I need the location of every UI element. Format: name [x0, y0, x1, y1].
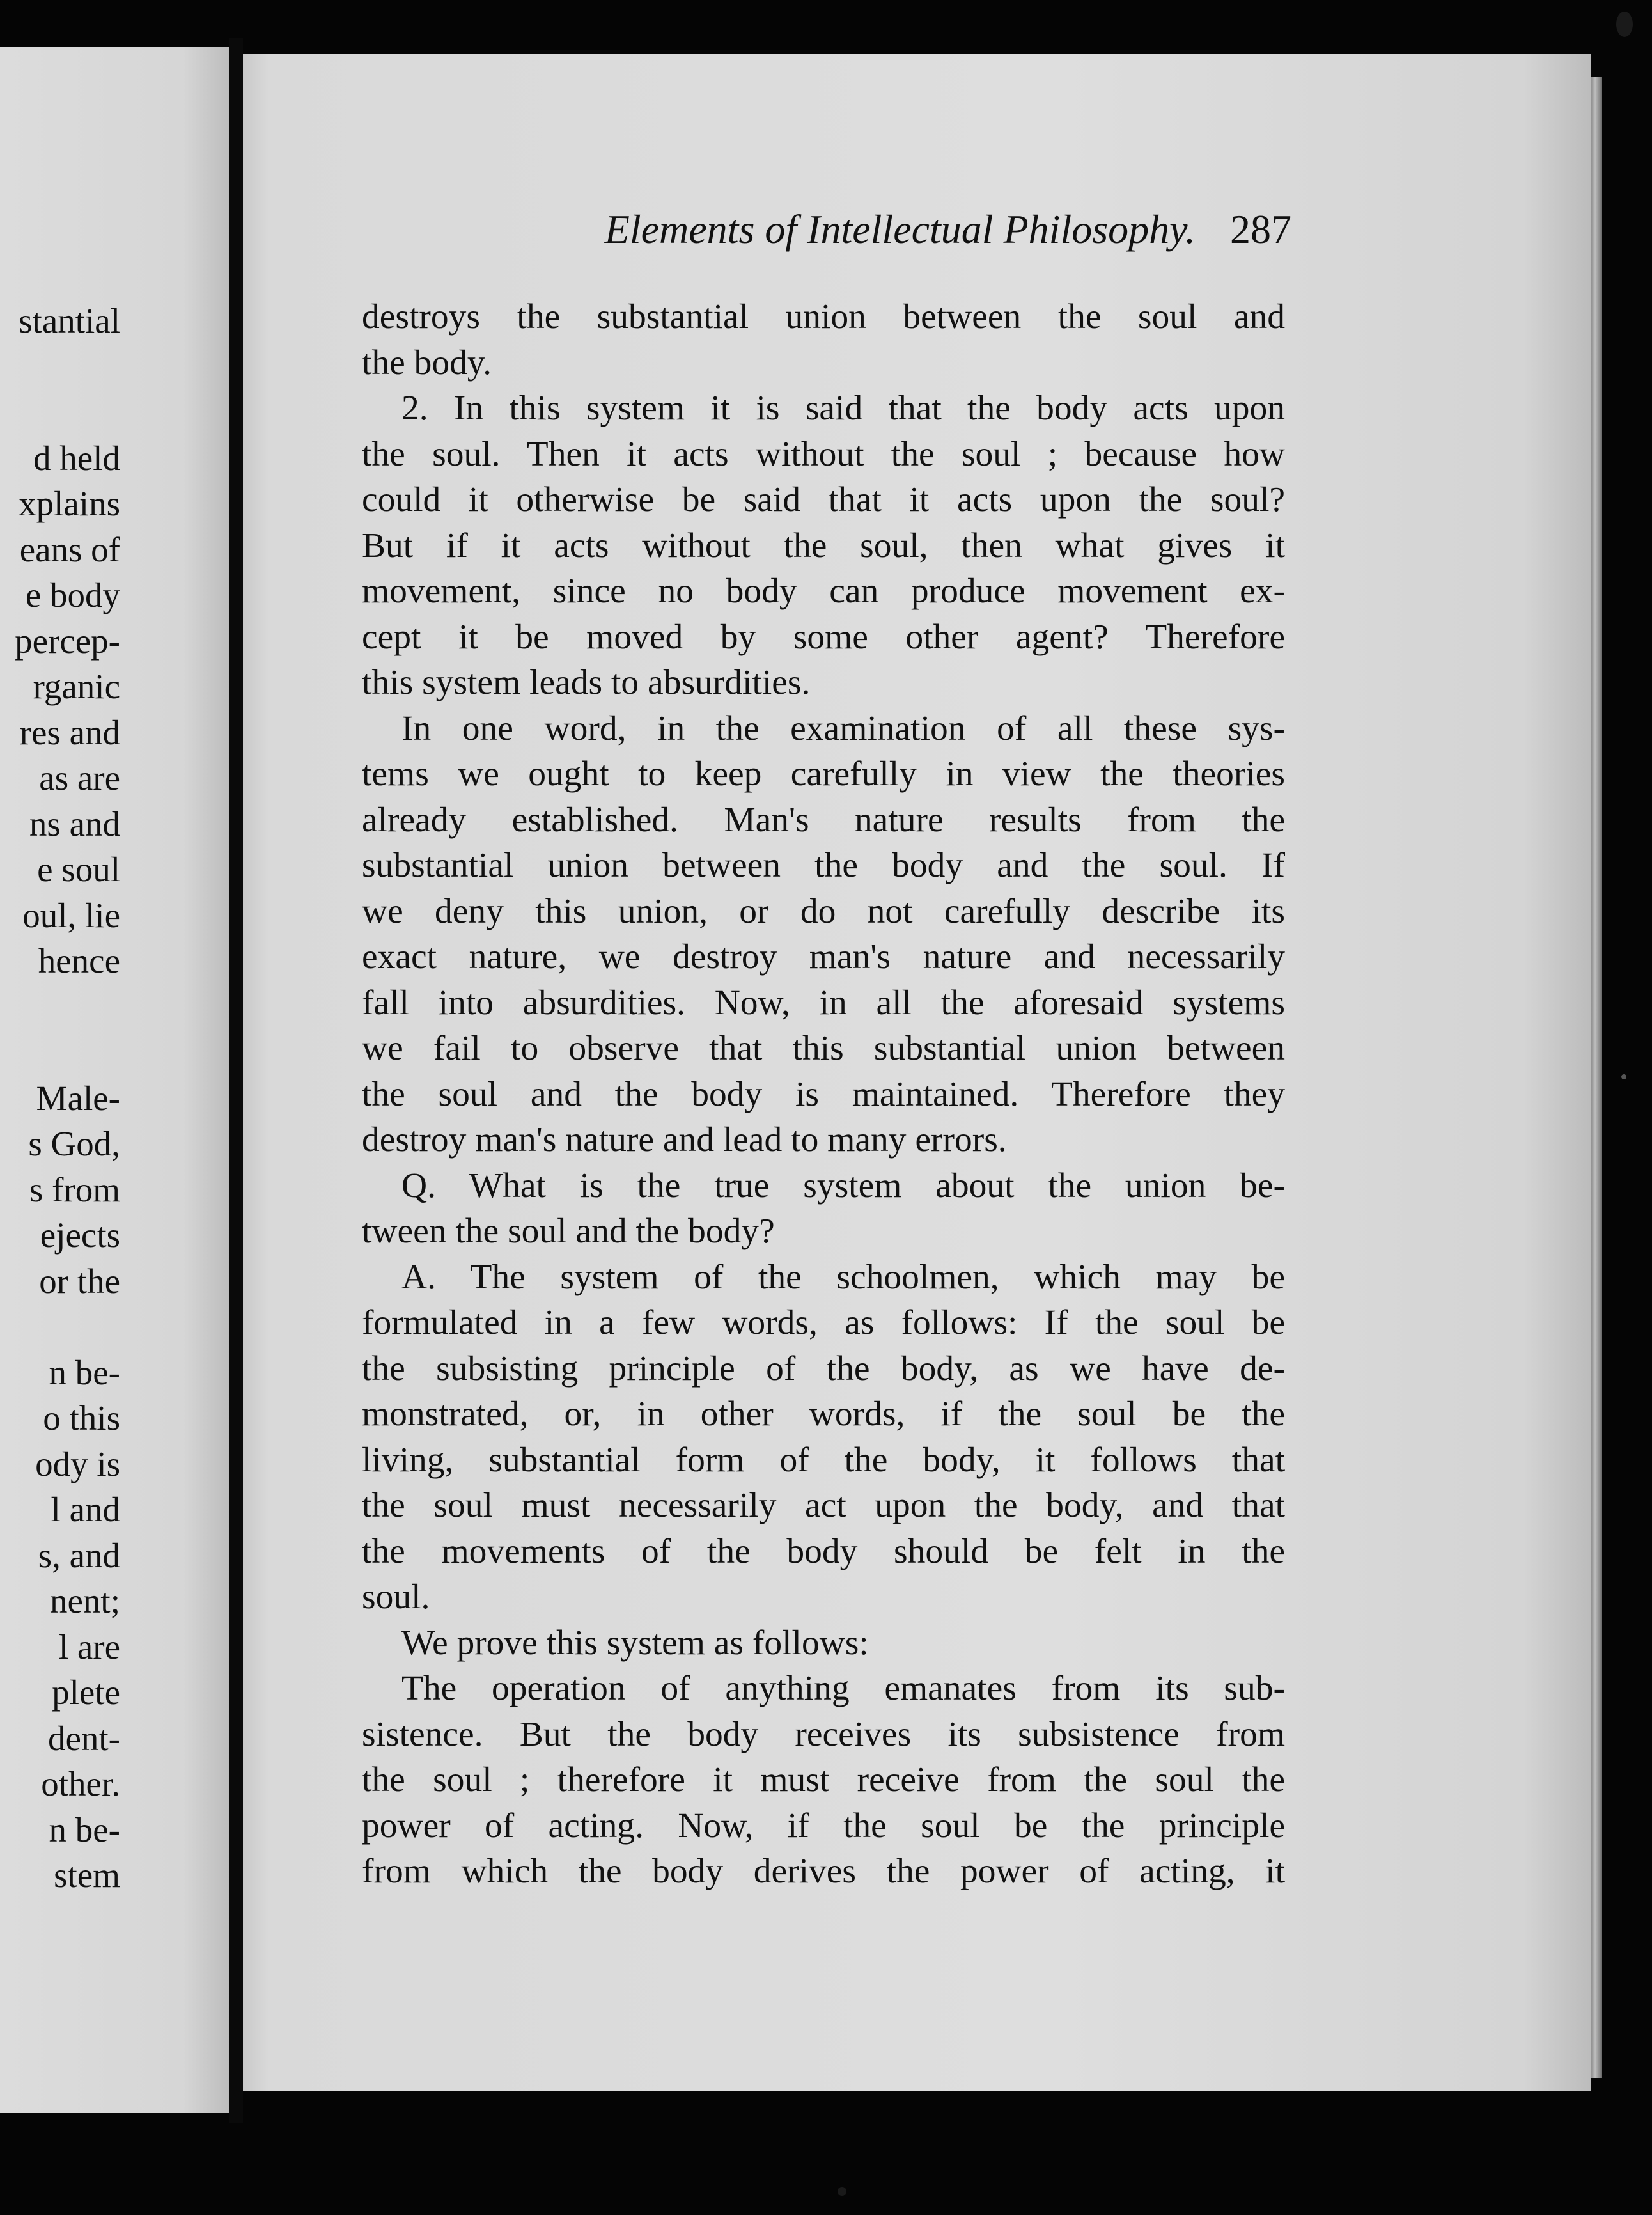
facing-page-fragment: s God,	[28, 1124, 120, 1163]
text-line: soul.	[362, 1577, 430, 1616]
text-line: the soul must necessarily act upon the body, and that	[362, 1486, 1285, 1525]
text-line: already established. Man's nature results from the	[362, 800, 1285, 840]
text-line: could it otherwise be said that it acts upon the soul?	[362, 480, 1285, 519]
text-line: destroy man's nature and lead to many errors.	[362, 1120, 1007, 1159]
facing-page-fragment: e soul	[37, 850, 120, 889]
text-line: cept it be moved by some other agent? Therefore	[362, 617, 1285, 657]
text-line: The operation of anything emanates from its sub-	[401, 1669, 1285, 1708]
facing-page-fragment: or the	[39, 1261, 120, 1301]
facing-page-fragment: rganic	[33, 667, 120, 706]
facing-page-fragment: res and	[19, 712, 120, 752]
running-head	[243, 206, 1291, 257]
text-line: the soul and the body is maintained. Therefore they	[362, 1074, 1285, 1114]
text-line: tems we ought to keep carefully in view the theories	[362, 755, 1285, 794]
facing-page-fragment: as are	[39, 758, 120, 797]
facing-page-fragment: plete	[52, 1673, 120, 1712]
scan-speck	[1621, 1074, 1626, 1079]
book-gutter	[229, 38, 243, 2123]
text-line: from which the body derives the power of acting, it	[362, 1852, 1285, 1891]
text-line: the body.	[362, 343, 492, 382]
facing-page-fragment: percep-	[15, 621, 120, 661]
facing-page-fragment: s, and	[38, 1535, 120, 1575]
text-line: we deny this union, or do not carefully describe its	[362, 891, 1285, 931]
facing-page-fragment: l and	[51, 1490, 120, 1529]
facing-page-fragment: stem	[54, 1856, 120, 1895]
facing-page-fragment	[0, 389, 120, 435]
scan-speck	[838, 2187, 846, 2196]
text-line: sistence. But the body receives its subsistence from	[362, 1714, 1285, 1754]
running-head-title: Elements of Intellectual Philosophy.	[604, 207, 1196, 252]
page-body-text	[362, 294, 1285, 1895]
facing-page-fragment: d held	[33, 438, 120, 478]
facing-page-fragment: eans of	[19, 529, 120, 569]
facing-page-fragment: n be-	[49, 1352, 120, 1392]
page-number: 287	[1230, 207, 1291, 252]
facing-page-fragment: Male-	[36, 1078, 120, 1118]
text-line: formulated in a few words, as follows: If the soul be	[362, 1303, 1285, 1342]
text-line: Q. What is the true system about the union be-	[401, 1166, 1285, 1205]
facing-page-fragment: s from	[29, 1170, 120, 1209]
text-line: A. The system of the schoolmen, which may be	[401, 1257, 1285, 1297]
text-line: power of acting. Now, if the soul be the principle	[362, 1806, 1285, 1845]
facing-page-fragment: ns and	[29, 804, 120, 843]
text-line: But if it acts without the soul, then what gives it	[362, 526, 1285, 565]
text-line: exact nature, we destroy man's nature and necessarily	[362, 937, 1285, 976]
text-line: We prove this system as follows:	[401, 1623, 869, 1663]
facing-page-fragment: ejects	[40, 1216, 120, 1255]
text-line: the movements of the body should be felt in the	[362, 1531, 1285, 1571]
text-line: substantial union between the body and the soul. If	[362, 846, 1285, 885]
text-line: movement, since no body can produce movement ex-	[362, 572, 1285, 611]
text-line: In one word, in the examination of all these sys-	[401, 708, 1285, 748]
text-line: 2. In this system it is said that the body acts upon	[401, 389, 1285, 428]
facing-page-fragment: oul, lie	[22, 895, 120, 935]
text-line: this system leads to absurdities.	[362, 663, 811, 702]
facing-page-fragment	[0, 344, 120, 390]
facing-page-fragment: o this	[43, 1398, 120, 1437]
text-line: living, substantial form of the body, it follows that	[362, 1440, 1285, 1480]
facing-page-fragment: nent;	[50, 1581, 120, 1620]
facing-page-fragment	[0, 1029, 120, 1076]
text-line: tween the soul and the body?	[362, 1212, 775, 1251]
facing-page-text-fragments	[0, 298, 120, 1898]
text-line: monstrated, or, in other words, if the soul be the	[362, 1395, 1285, 1434]
facing-page-fragment: hence	[38, 941, 120, 980]
facing-page-fragment	[0, 1304, 120, 1350]
text-line: destroys the substantial union between the soul and	[362, 297, 1285, 336]
facing-page-fragment: xplains	[19, 484, 120, 523]
page-edge	[1591, 77, 1602, 2078]
text-line: we fail to observe that this substantial union between	[362, 1029, 1285, 1068]
facing-page	[0, 47, 229, 2113]
text-line: the soul ; therefore it must receive from the soul the	[362, 1760, 1285, 1799]
scan-speck	[1616, 12, 1633, 37]
facing-page-fragment: stantial	[19, 301, 120, 340]
facing-page-fragment: l are	[58, 1627, 120, 1666]
text-line: fall into absurdities. Now, in all the aforesaid systems	[362, 983, 1285, 1022]
text-line: the subsisting principle of the body, as we have de-	[362, 1349, 1285, 1388]
facing-page-fragment: dent-	[47, 1718, 120, 1758]
facing-page-fragment: e body	[25, 575, 120, 614]
facing-page-fragment: n be-	[49, 1810, 120, 1849]
facing-page-fragment: ody is	[35, 1444, 120, 1483]
facing-page-fragment	[0, 984, 120, 1030]
facing-page-fragment: other.	[41, 1764, 120, 1803]
text-line: the soul. Then it acts without the soul ; because how	[362, 434, 1285, 474]
